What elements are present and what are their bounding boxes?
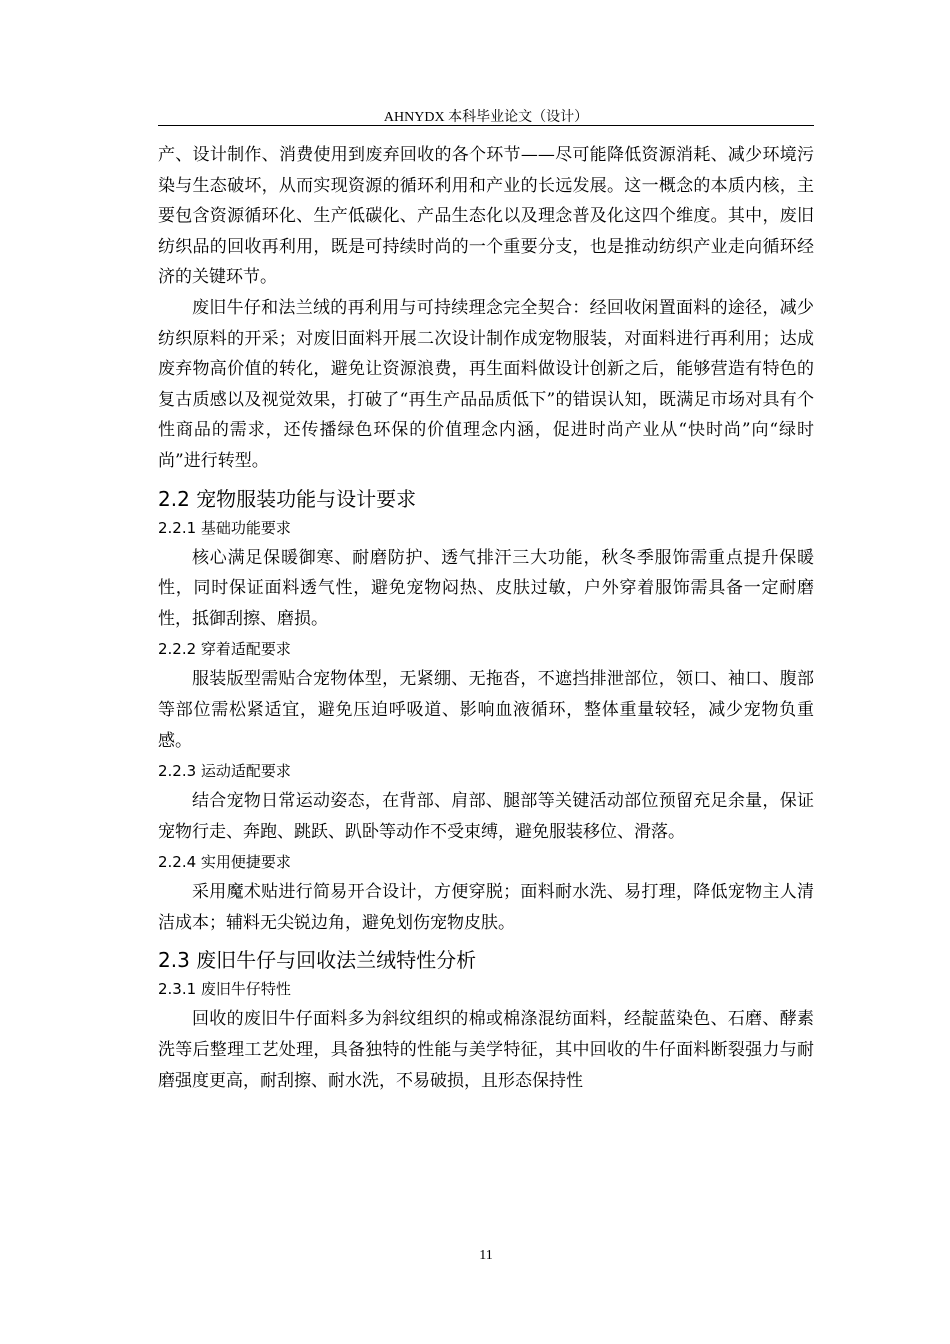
paragraph-2-2-4: 采用魔术贴进行简易开合设计，方便穿脱；面料耐水洗、易打理，降低宠物主人清洁成本；辅料无尖锐边角，避免划伤宠物皮肤。 [158, 882, 814, 933]
subsection-heading-2-2-2: 2.2.2 穿着适配要求 [158, 640, 291, 659]
paragraph-recycling-sustainability: 废旧牛仔和法兰绒的再利用与可持续理念完全契合：经回收闲置面料的途径，减少纺织原料的开采；对废旧面料开展二次设计制作成宠物服装，对面料进行再利用；达成废弃物高价值的转化，避免让资源浪费，再生面料做设计创新之后，能够营造有特色的复古质感以及视觉效果，打破了“再生产品品质低下”的错误认知，既满足市场对具有个性商品的需求，还传播绿色环保的价值理念内涵，促进时尚产业从“快时尚”向“绿时尚”进行转型。 [158, 297, 814, 471]
running-header: AHNYDX 本科毕业论文（设计） [383, 110, 589, 125]
subsection-heading-2-2-3: 2.2.3 运动适配要求 [158, 762, 291, 781]
paragraph-2-2-2: 服装版型需贴合宠物体型，无紧绷、无拖沓，不遮挡排泄部位，领口、袖口、腹部等部位需松紧适宜，避免压迫呼吸道、影响血液循环，整体重量较轻，减少宠物负重感。 [158, 669, 814, 751]
subsection-heading-2-3-1: 2.3.1 废旧牛仔特性 [158, 980, 291, 999]
page-body [158, 140, 814, 1096]
paragraph-2-2-3: 结合宠物日常运动姿态，在背部、肩部、腿部等关键活动部位预留充足余量，保证宠物行走、奔跑、跳跃、趴卧等动作不受束缚，避免服装移位、滑落。 [158, 791, 814, 842]
paragraph-2-2-1: 核心满足保暖御寒、耐磨防护、透气排汗三大功能，秋冬季服饰需重点提升保暖性，同时保证面料透气性，避免宠物闷热、皮肤过敏，户外穿着服饰需具备一定耐磨性，抵御刮擦、磨损。 [158, 547, 814, 629]
page-number: 11 [479, 1248, 493, 1263]
section-heading-2-3: 2.3 废旧牛仔与回收法兰绒特性分析 [158, 948, 477, 973]
paragraph-continuation: 产、设计制作、消费使用到废弃回收的各个环节——尽可能降低资源消耗、减少环境污染与生态破坏，从而实现资源的循环利用和产业的长远发展。这一概念的本质内核，主要包含资源循环化、生产低碳化、产品生态化以及理念普及化这四个维度。其中，废旧纺织品的回收再利用，既是可持续时尚的一个重要分支，也是推动纺织产业走向循环经济的关键环节。 [158, 145, 814, 288]
paragraph-2-3-1: 回收的废旧牛仔面料多为斜纹组织的棉或棉涤混纺面料，经靛蓝染色、石磨、酵素洗等后整理工艺处理，具备独特的性能与美学特征，其中回收的牛仔面料断裂强力与耐磨强度更高，耐刮擦、耐水洗，不易破损，且形态保持性 [158, 1009, 814, 1091]
header-rule [158, 125, 814, 126]
subsection-heading-2-2-4: 2.2.4 实用便捷要求 [158, 853, 291, 872]
subsection-heading-2-2-1: 2.2.1 基础功能要求 [158, 518, 291, 537]
section-heading-2-2: 2.2 宠物服装功能与设计要求 [158, 486, 417, 511]
